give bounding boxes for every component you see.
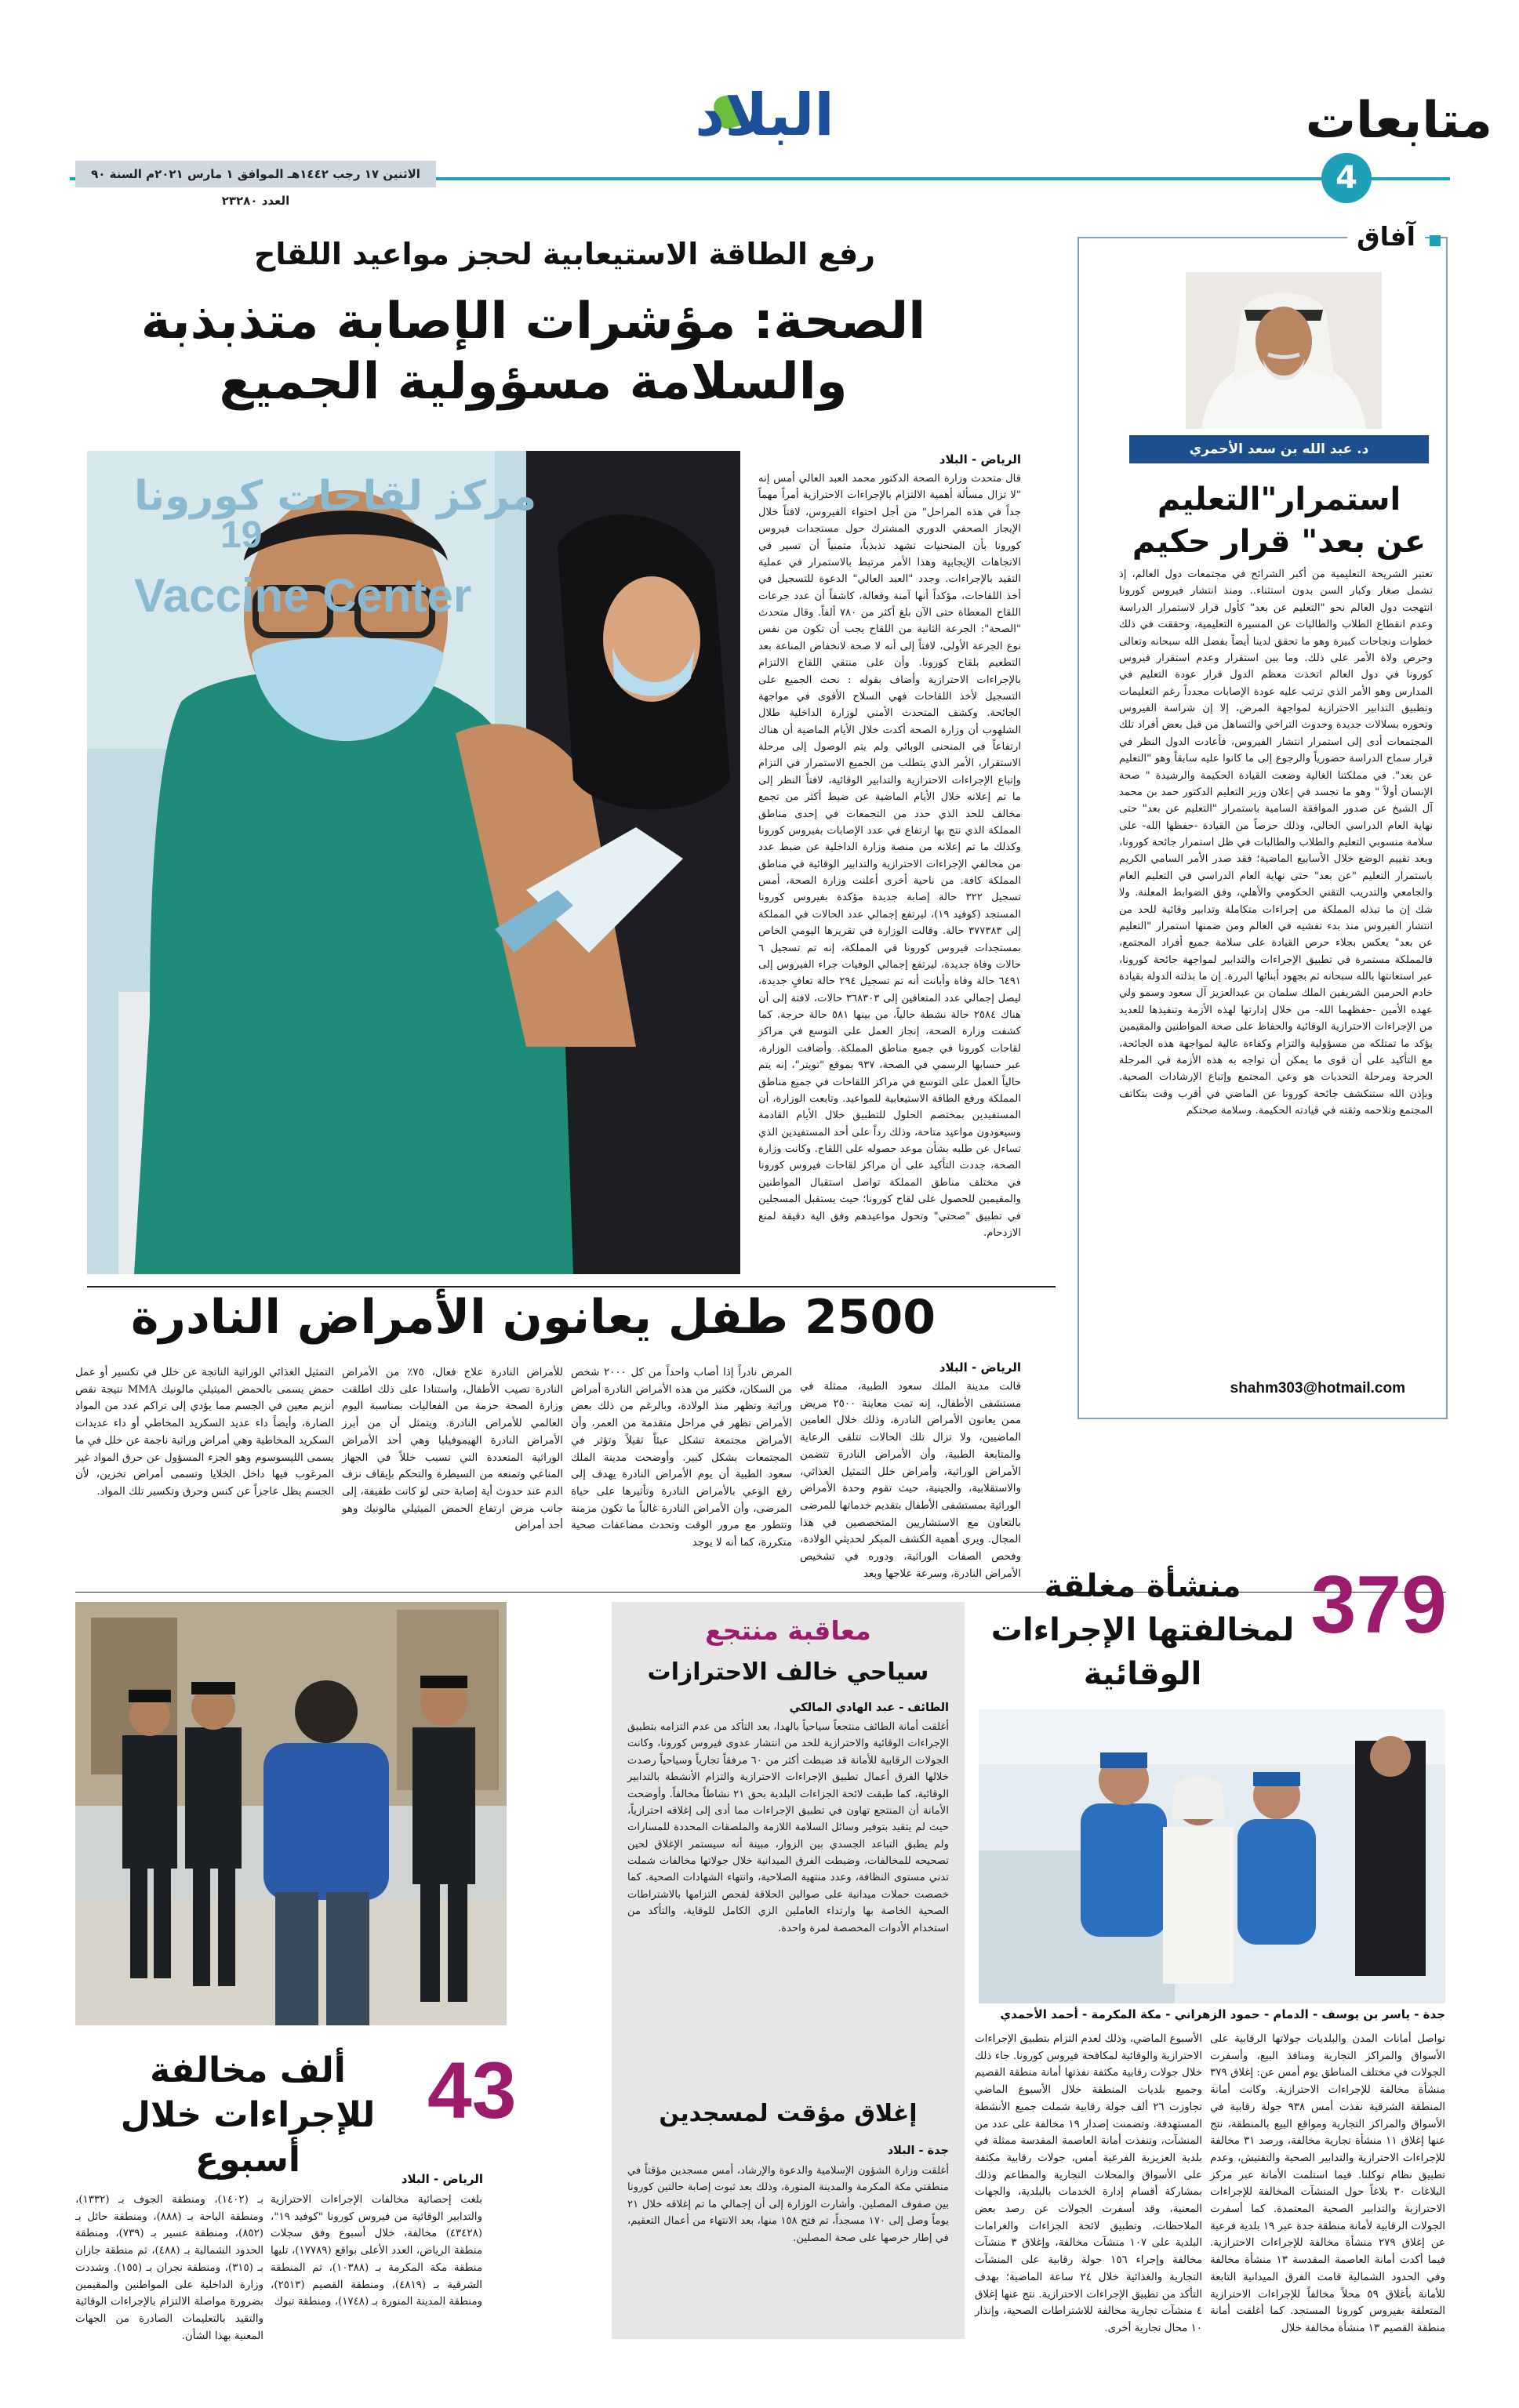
column-label: آفاق — [1347, 221, 1425, 252]
inspection-photo — [979, 1709, 1445, 2003]
closures-col-2: الأسبوع الماضي، وذلك لعدم التزام بتطبيق الإجراءات الاحترازية والوقائية لمكافحة فيروس كورونا. جاء ذلك خلال جولات رقابية مكثفة نفذتها أمانة منطقة القصيم وجميع بلديات المنطقة خلال الأسبوع الماضي تجاوزت ٢٦ ألف جولة رقابية شملت جميع الأنشطة المستهدفة. وتضمنت إصدار ١٩ مخالفة على عدد من المنشآت، وتنفذت أمانة العاصمة المقدسة ممثلة في بلدية العزيزية الفرعية أمس، جولات رقابية مكثفة على الأسواق والمحلات التجارية والمطاعم وذلك بمشاركة أقسام إدارة الخدمات بالبلدية، والجهات المعنية، وقد أسفرت الجولات عن رصد بعض الملاحظات، وتطبيق لائحة الجزاءات والغرامات البلدية على ١٠٧ منشآت مخالفة، وإغلاق ٣ منشآت مخالفة وإجراء ١٥٦ جولة رقابية على المنشآت التجارية والغذائية خلال ٢٤ ساعة الماضية؛ بهدف التأكد من تطبيق الإجراءات الاحترازية. نتج عنها إغلاق ٤ منشآت تجارية مخالفة للاشتراطات الصحية، وإنذار ١٠ محال تجارية أخرى. — [975, 2033, 1202, 2334]
violations-col-1: بلغت إحصائية مخالفات الإجراءات الاحترازية والتدابير الوقائية من فيروس كورونا "كوفيد ١٩"، (٤٣٤٢٨) مخالفة، خلال أسبوع وفق سجلات منطقة الرياض، العدد الأعلى بواقع (١٧٧٨٩)، تليها منطقة مكة المكرمة بـ (١٠٣٨٨)، ثم المنطقة الشرقية بـ (٤٨١٩)، ومنطقة القصيم (٢٥١٣)، ومنطقة المدينة المنورة بـ (١٧٤٨)، ومنطقة تبوك — [271, 2194, 482, 2308]
closures-number: 379 — [1310, 1560, 1447, 1651]
author-email[interactable]: shahm303@hotmail.com — [1230, 1380, 1405, 1396]
column-title: استمرار"التعليم عن بعد" قرار حكيم — [1132, 481, 1426, 560]
newspaper-logo[interactable]: البلاد — [695, 82, 834, 149]
rare-diseases-col-3: للأمراض النادرة علاج فعال، ٧٥٪ من الأمراض النادرة تصيب الأطفال، واستنادا على ذلك اطلقت وزارة الصحة حزمة من الفعاليات بمناسبة اليوم العالمي للأمراض النادرة. ويتمثل أن من أبرز الأمراض النادرة الهيموفيليا وهي أحد الأمراض الوراثية المتعددة التي تسبب خللاً في الجهاز المناعي وتمنعه من السيطرة والتحكم بإيقاف نزف الدم عند حدوث أية إصابة حتى لو كانت طفيفة، إلى جانب مرض ارتفاع الحمض الميثيلي مالونيك وهو أحد أمراض — [342, 1367, 563, 1532]
mosques-dateline: جدة - البلاد — [887, 2145, 949, 2157]
resort-headline: سياحي خالف الاحترازات — [647, 1658, 929, 1686]
closures-col-1: تواصل أمانات المدن والبلديات جولاتها الرقابية على الأسواق والمراكز التجارية ومنافذ البيع، وأسفرت الجولات في مختلف المناطق يوم أمس عن: إغلاق ٣٧٩ منشأة مخالفة للإجراءات الاحترازية. وكانت أمانة المنطقة الشرقية نفذت أمس ٩٣٨ جولة رقابية في الأسواق والمراكز التجارية ومواقع البيع بالمنطقة، نتج عنها إغلاق ١١ منشأة تجارية مخالفة، ورصد ٣١ مخالفة للإجراءات الاحترازية والتدابير الصحية والتفتيش، وعدم تطبيق نظام توكلنا. فيما استلمت الأمانة عبر مركز البلاغات ٣٠ بلاغاً حول المنشآت المخالفة للإجراءات الاحترازية والتدابير الصحية المعتمدة. كما أسفرت الجولات الرقابية لأمانة منطقة جدة عبر ١٩ بلدية فرعية عن إغلاق ٢٧٩ منشأة مخالفة للإجراءات الاحترازية. فيما أكدت أمانة العاصمة المقدسة ١٣ منشأة مخالفة وفي الحدود الشمالية قامت الفرق الميدانية التابعة للأمانة بأغلاق ٥٩ محلاً مخالفاً للإجراءات الاحترازية المتعلقة بفيروس كورونا المستجد. كما أغلقت أمانة منطقة القصيم ١٣ منشأة مخالفة خلال — [1210, 2033, 1446, 2334]
main-dateline: الرياض - البلاد — [939, 452, 1021, 467]
photo-caption: جدة - ياسر بن يوسف - الدمام - حمود الزهراني - مكة المكرمة - أحمد الأحمدي — [1000, 2007, 1445, 2021]
main-headline: الصحة: مؤشرات الإصابة متذبذبة والسلامة مسؤولية الجميع — [140, 292, 926, 411]
violations-col-2: بـ (١٤٠٢)، ومنطقة الجوف بـ (١٣٣٢)، ومنطقة الباحة بـ (٨٨٨)، ومنطقة حائل بـ (٨٥٢)، ومنطقة عسير بـ (٧٣٩)، ومنطقة الحدود الشمالية بـ (٤٨٨)، ثم منطقة جازان بـ (٣١٥)، ومنطقة نجران بـ (١٥٥). وشددت وزارة الداخلية على المواطنين والمقيمين بضرورة مواصلة الالتزام بالإجراءات الوقائية والتقيد بالتعليمات الصادرة من الجهات المعنية بهذا الشأن. — [75, 2194, 263, 2342]
resort-body: أغلقت أمانة الطائف منتجعاً سياحياً بالهدا، بعد التأكد من عدم التزامه بتطبيق الإجراءات الوقائية والاحترازية للحد من انتشار عدوى فيروس كورونا، وكانت الجولات الرقابية للأمانة قد ضبطت أكثر من ٦٠ مرفقاً تجارياً وسياحياً رصدت خلالها الفرق أعمال تطبيق الإجراءات الاحترازية والتزام الأنشطة بالتدابير الوقائية، كما طبقت لائحة الجزاءات البلدية بحق ٢١ نشاطاً مخالفاً. وأوضحت الأمانة أن المنتجع تهاون في تطبيق الإجراءات مما أدى إلى إغلاقه احترازياً، حيث لم يتقيد بتوفير وسائل السلامة اللازمة والملصقات المحددة للمسارات ولم يطبق التباعد الجسدي بين الزوار، مبينة أنه سيستمر الإغلاق لحين تصحيحه للمخالفات، وضبطت الفرق الميدانية خلال جولاتها مخالفات شملت تدني مستوى النظافة، وعدد منتهية الصلاحية، وانتهاء الشهادات الصحية. كما خصصت حملات ميدانية على صوالين الحلاقة لفحص التزامها بالاشتراطات الصحية الخاصة بها وارتداء العاملين الزي الكامل للوقاية، والتأكد من استخدام الأدوات المخصصة لمرة واحدة. — [627, 1721, 949, 1934]
vaccination-photo — [87, 451, 740, 1274]
column-label-marker — [1430, 235, 1441, 246]
rare-diseases-col-2: المرض نادراً إذا أصاب واحداً من كل ٢٠٠٠ شخص من السكان، فكثير من هذه الأمراض النادرة أمراض وراثية وتظهر منذ الولادة، وبالرغم من ذلك بعض الأمراض تظهر في مراحل متقدمة من العمر، وأن الأمراض مجتمعة تشكل عبئاً ثقيلاً وتؤثر في المجتمعات بشكل كبير. وأوضحت مدينة الملك سعود الطبية أن يوم الأمراض النادرة يهدف إلى رفع الوعي بالأمراض النادرة وتأثيرها على حياة المرضى، وأن الأمراض النادرة غالباً ما تكون مزمنة وتتطور مع مرور الوقت وتحدث مضاعفات صحية متكررة، كما أنه لا يوجد — [571, 1367, 792, 1549]
vaccine-center-sign-num: 19 — [220, 514, 263, 556]
author-name: د. عبد الله بن سعد الأحمري — [1129, 435, 1429, 463]
rare-diseases-dateline: الرياض - البلاد — [939, 1360, 1021, 1375]
mosques-body: أغلقت وزارة الشؤون الإسلامية والدعوة والإرشاد، أمس مسجدين مؤقتاً في منطقتي مكة المكرمة والمدينة المنورة، وذلك بعد ثبوت إصابة حالتين كورونا بين صفوف المصلين. وأشارت الوزارة إلى أن إجمالي ما تم إغلاقه خلال ٢١ يوماً وصل إلى ١٧٠ مسجداً، تم فتح ١٥٨ منها، بعد الانتهاء من أعمال التعقيم، في إطار حرصها على صحة المصلين. — [627, 2165, 949, 2244]
section-title: متابعات — [1305, 92, 1492, 150]
author-photo — [1186, 272, 1382, 429]
page-number: 4 — [1321, 153, 1372, 203]
main-kicker: رفع الطاقة الاستيعابية لحجز مواعيد اللقاح — [254, 237, 875, 271]
rare-diseases-col-1: قالت مدينة الملك سعود الطبية، ممثلة في مستشفى الأطفال، إنه تمت معاينة ٢٥٠٠ مريض ممن يعانون الأمراض النادرة، وذلك خلال العامين الماضيين، ولا تزال تلك الحالات تتلقى الرعاية والمتابعة الطبية، وأن الأمراض النادرة تتضمن الأمراض الوراثية، وأمراض خلل التمثيل الغذائي، والاستقلابية، والجينية، حيث تقوم وحدة الأمراض الوراثية بمستشفى الأطفال بتقديم خدماتها للمرضى بالتعاون مع الاستشاريين المتخصصين في هذا المجال. ويرى أهمية الكشف المبكر لحديثي الولادة، وفحص الصفات الوراثية، ودوره في تشخيص الأمراض النادرة، وسرعة علاجها وبعد — [800, 1381, 1021, 1580]
main-body: قال متحدث وزارة الصحة الدكتور محمد العبد العالي أمس إنه "لا تزال مسألة أهمية الالتزام بالإجراءات الاحترازية أمراً مهماً جداً في هذه المراحل" من أجل احتواء الفيروس، لافتاً خلال الإيجاز الصحفي الدوري المشترك حول مستجدات فيروس كورونا بأن المنحنيات تشهد تذبذباً، متمنياً أن تسير في الاتجاهات الإيجابية وهذا الأمر مرتبط بالاستمرار في عملية التقيد بالإجراءات. وجدد "العبد العالي" الدعوة للتسجيل في أخذ اللقاحات، مؤكداً أنها آمنة وفعالة، كاشفاً أن عدد جرعات اللقاح المعطاة حتى الآن بلغ أكثر من ٧٨٠ ألفاً. وقال متحدث "الصحة": الجرعة الثانية من اللقاح يجب أن تكون من نفس نوع الجرعة الأولى، لافتاً إلى أنه لا صحة لانخفاض المناعة بعد التطعيم بلقاح كورونا. وأن على منتقي اللقاح الالتزام بالإجراءات الاحترازية وأضاف بقوله : نحث الجميع على التسجيل لأخذ اللقاحات فهي السلاح الأقوى في مواجهة الجائحة. وكشف المتحدث الأمني لوزارة الداخلية طلال الشلهوب أن وزارة الصحة أكدت خلال الأيام الماضية أن هناك ارتفاعاً في المنحنى الوبائي ولم يتم الوصول إلى مرحلة الاستقرار، الأمر الذي يتطلب من الجميع الاستمرار في التزام وإتباع الإجراءات الاحترازية والتدابير الوقائية، لافتاً النظر إلى ما تم إعلانه خلال الأيام الماضية عن ضبط أكثر من تجمع مخالف للحد الذي حدد من التجمعات في إحدى مناطق المملكة الذي نتج بها ارتفاع في عدد الإصابات بفيروس كورونا وكذلك ما تم إعلانه من منصة وزارة الداخلية عن ضبط عدد من مخالفي الإجراءات الاحترازية والتدابير الوقائية في مناطق المملكة كافة. من ناحية أخرى أعلنت وزارة الصحة، أمس تسجيل ٣٢٢ حالة إصابة جديدة مؤكدة بفيروس كورونا المستجد (كوفيد ١٩)، ليرتفع إجمالي عدد الحالات في المملكة إلى ٣٧٧٣٨٣ حالة. وقالت الوزارة في تقريرها اليومي الخاص بمستجدات فيروس كورونا في المملكة، إنه تم تسجيل ٦ حالات وفاة جديدة، ليرتفع إجمالي الوفيات جراء الفيروس إلى ٦٤٩١ حالة وفاة وأبانت أنه تم تسجيل ٢٩٤ حالة تعافٍ جديدة، ليصل إجمالي عدد المتعافين إلى ٣٦٨٣٠٣ حالات، لافتة إلى أن هناك ٢٥٨٤ حالة نشطة حالياً، من بينها ٥٨١ حالة حرجة. كما كشفت وزارة الصحة، إنجاز العمل على التوسع في مراكز لقاحات كورونا في جميع مناطق المملكة. وأضافت الوزارة، عبر حسابها الرسمي في الصحة، ٩٣٧ بموقع "تويتر"، إنه يتم حالياً العمل على التوسع في مراكز اللقاحات في جميع مناطق المملكة ورفع الطاقة الاستيعابية للمواعيد. وتابعت الوزارة، أن المستفيدين بمختصم الحلول للتطبيق خلال الأيام القادمة وسيعودون مواعيد متاحة، وذلك رداً على أحد المستفيدين الذي تساءل عن طلبه بشأن موعد حصوله على اللقاح. وكانت وزارة الصحة، جددت التأكيد على أن مراكز لقاحات فيروس كورونا في مختلف مناطق المملكة تواصل استقبال المواطنين والمقيمين للحصول على لقاح كورونا؛ حيث يستقبل المسجلين في تطبيق "صحتي" وتحول مواعيدهم وفق الية دقيقة لمنع الازدحام. — [758, 473, 1022, 1239]
rare-diseases-headline: 2500 طفل يعانون الأمراض النادرة — [131, 1290, 936, 1345]
violations-dateline: الرياض - البلاد — [401, 2172, 483, 2186]
violations-headline: ألف مخالفة للإجراءات خلال أسبوع — [120, 2050, 376, 2181]
column-body: تعتبر الشريحة التعليمية من أكبر الشرائح في مجتمعات دول العالم، إذ تشمل صغار وكبار السن بدون استثناء.. ومنذ انتشار فيروس كورونا انتهجت دول العالم نحو "التعليم عن بعد" كأول قرار لاستمرار الدراسة وعدم انقطاع الطلاب والطالبات عن المسيرة التعليمية، وحققت في ذلك خطوات ونجاحات كبيرة وهو ما تحقق لدينا أيضاً بفضل الله سبحانه وتعالى وحرص ولاة الأمر على ذلك. وما بين استقرار وعدم استقرار فيروس كورونا في دول العالم اتخذت معظم الدول قرار عودة التعليم في المدارس وهو الأمر الذي ترتب عليه عودة الإصابات مجدداً رغم التعليمات وتطبيق التدابير الاحترازية لمواجهة المرض، إلا إن شراسة الفيروس وتحوره بسلالات جديدة وحدوث التراخي والتساهل من قبل بعض أفراد تلك المجتمعات أدى إلى استمرار انتشار الفيروس، فأعادت الدول النظر في قرار سماح الدراسة حضورياً والرجوع إلى ما كانوا عليه سابقاً وهو "التعليم عن بعد". في مملكتنا الغالية وضعت القيادة الحكيمة والرشيدة " صحة الإنسان أولاً " وهو ما تجسد في إعلان وزير التعليم الدكتور حمد بن محمد آل الشيخ عن صدور الموافقة السامية باستمرار "التعليم عن بعد" حتى نهاية العام الدراسي الحالي، وذلك حرصاً من القيادة -حفظها الله- على سلامة منسوبي التعليم والطلاب والطالبات في ظل استمرار جائحة كورونا، وبعد تقييم الوضع خلال الأسابيع الماضية؛ فقد صدر الأمر السامي الكريم باستمرار التعليم "عن بعد" حتى نهاية العام الدراسي في التعليم العام والجامعي والتدريب التقني الحكومي والأهلي، وفق الضوابط المعلنة. ولا شك إن ما تبذله المملكة من إجراءات متكاملة وتدابير وقائية للحد من انتشار الفيروس منذ بدء تفشيه في العالم ومن ضمنها استمرار "التعليم عن بعد" يعكس بجلاء حرص القيادة على سلامة جميع أفراد المجتمع، فالمملكة مستمرة في تطبيق الإجراءات والتدابير لمواجهة جائحة كورونا، عبر استعانتها بالله سبحانه ثم بجهود أبنائها البررة. إن ما بذلته الدولة بقيادة خادم الحرمين الشريفين الملك سلمان بن عبدالعزيز آل سعود وسمو ولي عهده الأمين -حفظهما الله- من خلال إدارتها لهذه الأزمة وتنفيذها للعديد من الإجراءات الاحترازية الوقائية والحفاظ على صحة المواطنين والمقيمين يؤكد ما تمتلكه من مسؤولية والتزام وكفاءة عالية لمواجهة هذه الجائحة، مع التأكيد على أن قوى ما يمكن أن تواجه به هذه الأزمة في المرحلة الحرجة ومرحلة التحديات هو وعي المجتمع وإتباع الإرشادات الصحية. وبإذن الله ستنكشف جائحة كورونا عن الماضي في أقرب وقت بتكاتف المجتمع وتلاحمه وثقته في قيادته الحكيمة. وسلامة صحتكم — [1119, 568, 1433, 1117]
violations-number: 43 — [427, 2046, 517, 2135]
rare-diseases-col-4: التمثيل الغذائي الوراثية الناتجة عن خلل في تكسير أو عمل حمض يسمى بالحمض الميثيلي مالونيك MMA نتيجة نقص أنزيم معين في الجسم مما يؤدي إلى تراكم عدد من المواد الضارة، وأيضاً داء عديد السكريد المخاطي أو داء عديدات السكريد المخاطية وهي أمراض وراثية ناجمة عن خلل في ما يسمى الليسوسوم وهو الجزء المسؤول عن حرق المواد غير المرغوب فيها داخل الخلايا وتسمى أمراض تخزين، لأن الجسم يظل عاجزاً عن كنس وحرق وتكسير تلك المواد. — [75, 1367, 334, 1498]
mosques-headline: إغلاق مؤقت لمسجدين — [659, 2100, 918, 2127]
police-patrol-photo — [75, 1602, 507, 2025]
resort-kicker: معاقبة منتجع — [705, 1615, 871, 1646]
issue-dateline: الاثنين ١٧ رجب ١٤٤٢هـ الموافق ١ مارس ٢٠٢١م السنة ٩٠ العدد ٢٣٢٨٠ — [75, 161, 436, 187]
article-divider — [87, 1286, 1056, 1288]
vaccine-center-sign: مركز لقاحات كورونا — [134, 473, 537, 520]
resort-dateline: الطائف - عبد الهادي المالكي — [789, 1702, 949, 1714]
vaccine-center-sign-en: Vaccine Center — [134, 569, 472, 622]
closures-headline: منشأة مغلقة لمخالفتها الإجراءات الوقائية — [990, 1568, 1295, 1692]
